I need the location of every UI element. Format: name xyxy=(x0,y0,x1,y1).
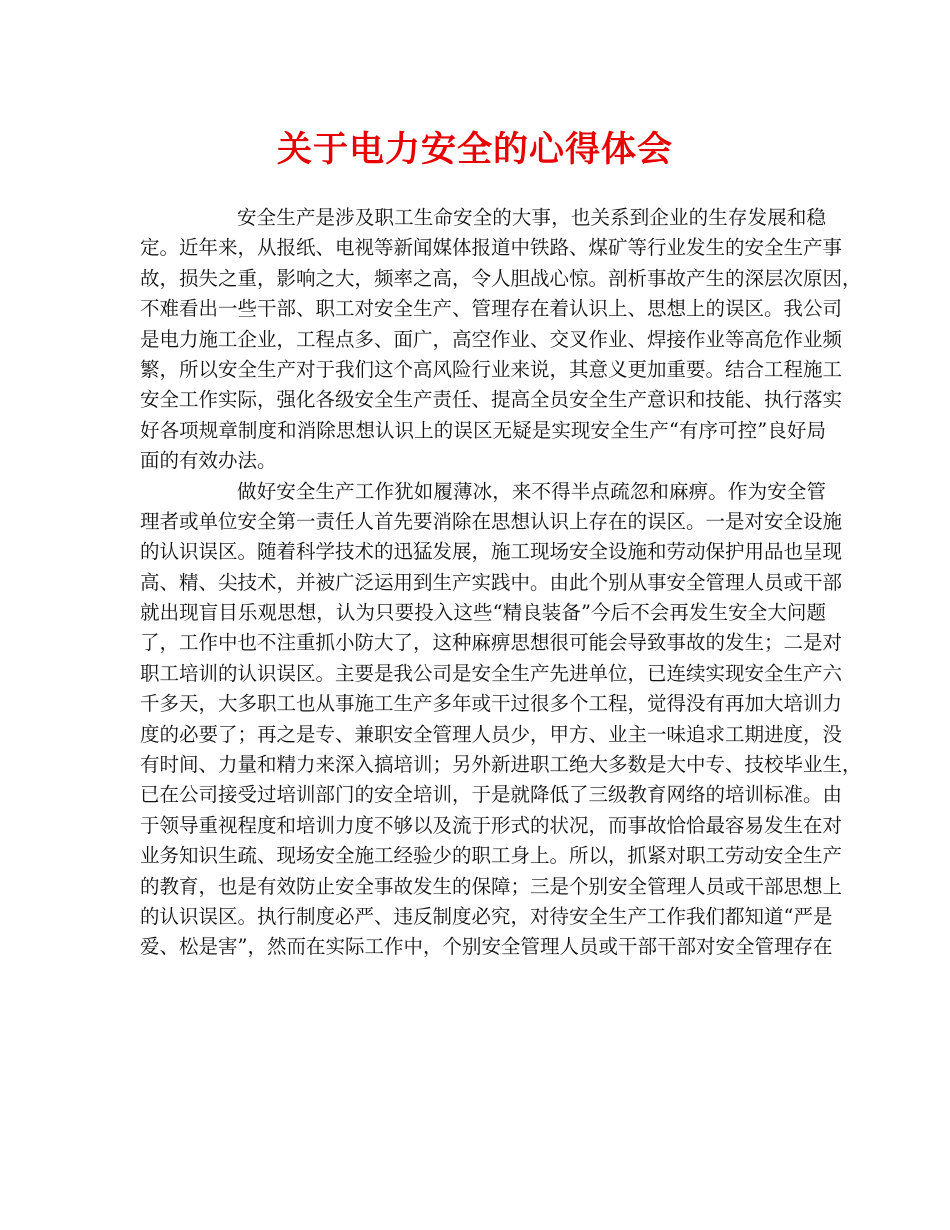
paragraph-line: 理者或单位安全第一责任人首先要消除在思想认识上存在的误区。一是对安全设施 xyxy=(140,509,843,533)
paragraph-line: 不难看出一些干部、职工对安全生产、管理存在着认识上、思想上的误区。我公司 xyxy=(140,297,843,321)
paragraph-2 xyxy=(140,477,862,963)
document-body xyxy=(140,203,862,963)
paragraph-line: 繁，所以安全生产对于我们这个高风险行业来说，其意义更加重要。结合工程施工 xyxy=(140,357,843,381)
paragraph-line: 就出现盲目乐观思想，认为只要投入这些“精良装备”今后不会再发生安全大问题 xyxy=(140,601,826,625)
paragraph-line: 职工培训的认识误区。主要是我公司是安全生产先进单位，已连续实现安全生产六 xyxy=(140,661,843,685)
paragraph-line: 好各项规章制度和消除思想认识上的误区无疑是实现安全生产“有序可控”良好局 xyxy=(140,418,826,442)
paragraph-line: 做好安全生产工作犹如履薄冰，来不得半点疏忽和麻痹。作为安全管 xyxy=(237,479,826,503)
paragraph-1 xyxy=(140,203,862,477)
paragraph-line: 的教育，也是有效防止安全事故发生的保障；三是个别安全管理人员或干部思想上 xyxy=(140,874,843,898)
paragraph-line: 是电力施工企业，工程点多、面广，高空作业、交叉作业、焊接作业等高危作业频 xyxy=(140,327,843,351)
paragraph-line: 爱、松是害”，然而在实际工作中，个别安全管理人员或干部干部对安全管理存在 xyxy=(140,935,833,959)
paragraph-line: 故，损失之重，影响之大，频率之高，令人胆战心惊。剖析事故产生的深层次原因， xyxy=(140,266,862,290)
paragraph-line: 有时间、力量和精力来深入搞培训；另外新进职工绝大多数是大中专、技校毕业生， xyxy=(140,753,862,777)
paragraph-line: 面的有效办法。 xyxy=(140,449,277,473)
paragraph-line: 千多天，大多职工也从事施工生产多年或干过很多个工程，觉得没有再加大培训力 xyxy=(140,692,843,716)
paragraph-line: 度的必要了；再之是专、兼职安全管理人员少，甲方、业主一味追求工期进度，没 xyxy=(140,722,843,746)
paragraph-line: 业务知识生疏、现场安全施工经验少的职工身上。所以，抓紧对职工劳动安全生产 xyxy=(140,844,843,868)
paragraph-line: 安全工作实际，强化各级安全生产责任、提高全员安全生产意识和技能、执行落实 xyxy=(140,388,843,412)
paragraph-line: 高、精、尖技术，并被广泛运用到生产实践中。由此个别从事安全管理人员或干部 xyxy=(140,570,843,594)
paragraph-line: 的认识误区。执行制度必严、违反制度必究，对待安全生产工作我们都知道“严是 xyxy=(140,904,833,928)
paragraph-line: 已在公司接受过培训部门的安全培训，于是就降低了三级教育网络的培训标准。由 xyxy=(140,783,843,807)
paragraph-line: 定。近年来，从报纸、电视等新闻媒体报道中铁路、煤矿等行业发生的安全生产事 xyxy=(140,236,843,260)
paragraph-line: 安全生产是涉及职工生命安全的大事，也关系到企业的生存发展和稳 xyxy=(237,206,826,229)
paragraph-line: 的认识误区。随着科学技术的迅猛发展，施工现场安全设施和劳动保护用品也呈现 xyxy=(140,540,843,564)
document-title: 关于电力安全的心得体会 xyxy=(276,129,673,170)
paragraph-line: 于领导重视程度和培训力度不够以及流于形式的状况，而事故恰恰最容易发生在对 xyxy=(140,813,843,837)
paragraph-line: 了，工作中也不注重抓小防大了，这种麻痹思想很可能会导致事故的发生；二是对 xyxy=(140,631,843,655)
